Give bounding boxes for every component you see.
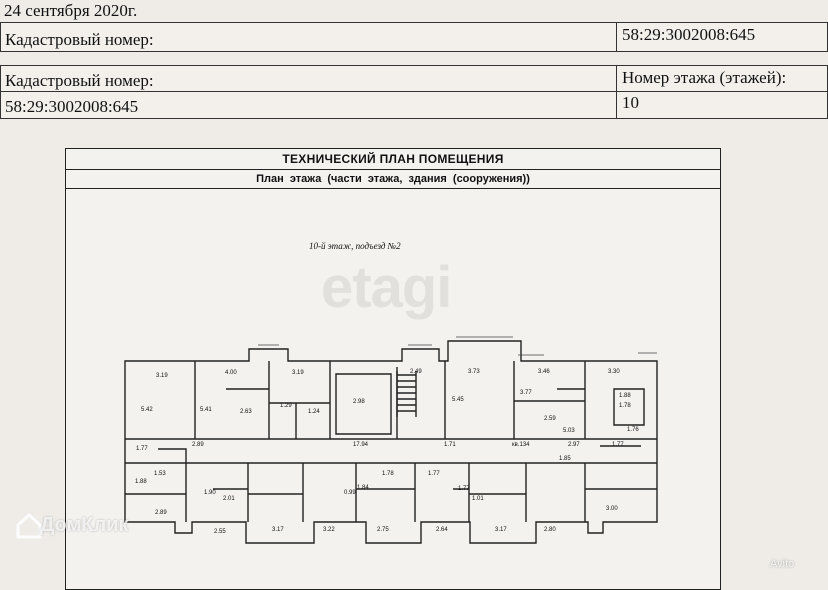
svg-text:1.77: 1.77 [428, 471, 440, 477]
svg-text:3.19: 3.19 [156, 373, 168, 379]
svg-text:кв.134: кв.134 [512, 442, 530, 448]
svg-text:3.77: 3.77 [520, 390, 532, 396]
floor-plan-frame [65, 148, 721, 590]
svg-text:3.17: 3.17 [272, 527, 284, 533]
floor-label: 10-й этаж, подъезд №2 [309, 241, 401, 251]
document-date: 24 сентября 2020г. [4, 1, 138, 20]
svg-text:3.19: 3.19 [292, 370, 304, 376]
svg-text:2.63: 2.63 [240, 409, 252, 415]
svg-text:0.99: 0.99 [344, 490, 356, 496]
etagi-watermark: etagi [321, 255, 452, 320]
svg-text:3.17: 3.17 [495, 527, 507, 533]
svg-text:1.88: 1.88 [619, 393, 631, 399]
svg-text:3.22: 3.22 [323, 527, 335, 533]
svg-text:2.01: 2.01 [223, 496, 235, 502]
floor-plan-drawing [66, 149, 720, 589]
avito-watermark: Avito [770, 558, 795, 570]
cadastral-label: Кадастровый номер: [5, 30, 154, 49]
svg-text:5.42: 5.42 [141, 407, 153, 413]
svg-text:2.55: 2.55 [214, 529, 226, 535]
plan-title: ТЕХНИЧЕСКИЙ ПЛАН ПОМЕЩЕНИЯ [66, 149, 720, 170]
svg-text:2.59: 2.59 [544, 416, 556, 422]
svg-text:2.80: 2.80 [544, 527, 556, 533]
cadastral-value-2: 58:29:3002008:645 [5, 97, 139, 116]
svg-text:1.76: 1.76 [627, 427, 639, 433]
floor-number-label: Номер этажа (этажей): [622, 68, 787, 87]
svg-text:2.49: 2.49 [410, 369, 422, 375]
svg-text:2.89: 2.89 [192, 442, 204, 448]
svg-text:1.53: 1.53 [154, 471, 166, 477]
svg-text:1.77: 1.77 [458, 486, 470, 492]
svg-text:1.88: 1.88 [135, 479, 147, 485]
svg-text:3.46: 3.46 [538, 369, 550, 375]
svg-text:3.73: 3.73 [468, 369, 480, 375]
svg-text:1.24: 1.24 [308, 409, 320, 415]
svg-text:3.30: 3.30 [608, 369, 620, 375]
svg-text:2.97: 2.97 [568, 442, 580, 448]
plan-subtitle: План этажа (части этажа, здания (сооружения)) [66, 170, 720, 189]
svg-text:3.00: 3.00 [606, 506, 618, 512]
svg-text:17.94: 17.94 [353, 442, 369, 448]
floor-number-value: 10 [622, 93, 639, 112]
svg-text:1.77: 1.77 [612, 442, 624, 448]
cadastral-row-1 [0, 22, 828, 52]
svg-text:2.64: 2.64 [436, 527, 448, 533]
svg-text:2.98: 2.98 [353, 399, 365, 405]
svg-text:5.41: 5.41 [200, 407, 212, 413]
svg-text:1.85: 1.85 [559, 456, 571, 462]
svg-text:5.03: 5.03 [563, 428, 575, 434]
svg-text:1.84: 1.84 [357, 485, 369, 491]
svg-text:1.71: 1.71 [444, 442, 456, 448]
svg-text:1.78: 1.78 [619, 403, 631, 409]
svg-text:2.89: 2.89 [155, 510, 167, 516]
svg-text:1.29: 1.29 [280, 403, 292, 409]
svg-text:4.00: 4.00 [225, 370, 237, 376]
domclick-watermark: ДомКлик [40, 514, 129, 536]
cadastral-value: 58:29:3002008:645 [622, 25, 756, 44]
svg-text:5.45: 5.45 [452, 397, 464, 403]
svg-text:1.78: 1.78 [382, 471, 394, 477]
svg-text:1.01: 1.01 [472, 496, 484, 502]
svg-text:2.75: 2.75 [377, 527, 389, 533]
svg-text:1.90: 1.90 [204, 490, 216, 496]
cadastral-row-2 [0, 65, 828, 119]
svg-text:1.77: 1.77 [136, 446, 148, 452]
cadastral-label-2: Кадастровый номер: [5, 71, 154, 90]
